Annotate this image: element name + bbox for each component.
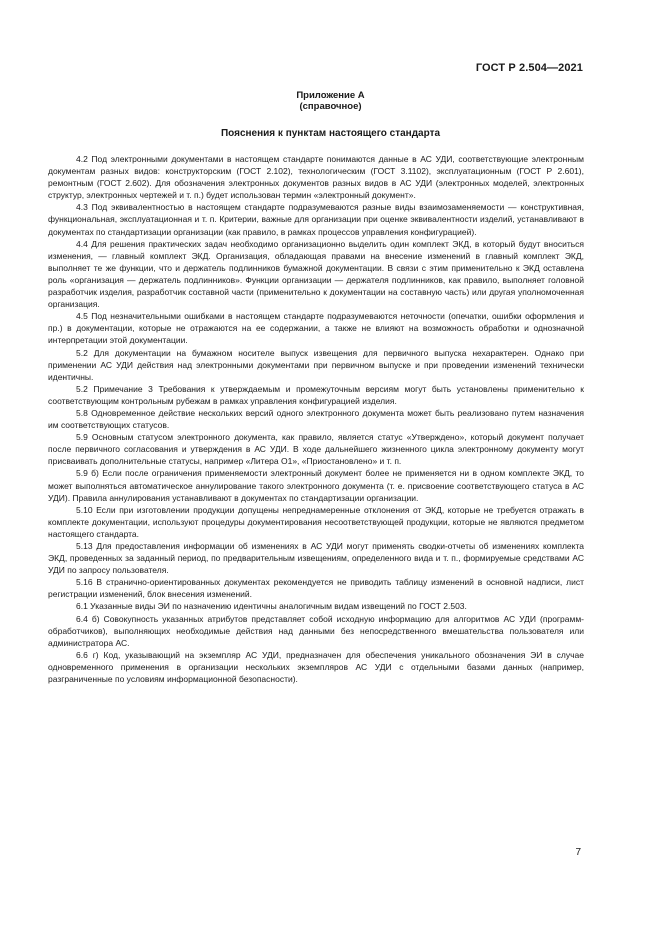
paragraph: 4.3 Под эквивалентностью в настоящем стандарте подразумеваются разные виды взаимозаменяемости — конструктивная, функциональная, эксплуатационная и т. п. Критерии, важные для организации при оценке эквивалентности изделий, устанавливают в документах по стандартизации организации (как правило, в рамках процессов управления конфигурацией). — [48, 202, 584, 237]
paragraph: 5.13 Для предоставления информации об изменениях в АС УДИ могут применять сводки-отчеты об изменениях комплекта ЭКД, проведенных за заданный период, по предварительным извещениям, определенного вида и т. п., формируемые средствами АС УДИ по запросу пользователя. — [48, 541, 584, 576]
paragraph: 5.8 Одновременное действие нескольких версий одного электронного документа может быть реализовано путем назначения им соответствующих статусов. — [48, 407, 584, 431]
paragraph: 5.2 Для документации на бумажном носителе выпуск извещения для первичного выпуска нехарактерен. Однако при применении АС УДИ действия над электронными документами при первичном выпуске и при проведении изменений технически идентичны. — [48, 347, 584, 382]
paragraph: 6.4 б) Совокупность указанных атрибутов представляет собой исходную информацию для алгоритмов АС УДИ (программ-обработчиков), выполняющих необходимые действия над данными без непосредственного вмешательства пользователя или администратора АС. — [48, 613, 584, 648]
paragraph: 4.5 Под незначительными ошибками в настоящем стандарте подразумеваются неточности (опечатки, ошибки оформления и пр.) в документации, которые не отражаются на ее содержании, а также не влияют на возможность обработки и однозначной интерпретации этой документации. — [48, 311, 584, 346]
paragraph: 4.4 Для решения практических задач необходимо организационно выделить один комплект ЭКД, в который будут вноситься изменения, — главный комплект ЭКД. Организация, обладающая правами на внесение изменений в главный комплект ЭКД, выполняет те же функции, что и держатель подлинников бумажной документации. В связи с этим применительно к ЭКД оставлена роль «организация — держатель подлинников». Функции организации — держателя подлинников, как правило, выполняет головной разработчик изделия, разработчик составной части (применительно к документации на составную часть) или другая уполномоченная организация. — [48, 238, 584, 310]
paragraph: 5.9 б) Если после ограничения применяемости электронный документ более не применяется ни в одном комплекте ЭКД, то может выполняться автоматическое аннулирование такого электронного документа (т. е. присвоение соответствующего статуса в АС УДИ). Правила аннулирования устанавливают в документах по стандартизации организации. — [48, 468, 584, 503]
appendix-heading — [0, 90, 661, 112]
paragraph: 5.16 В странично-ориентированных документах рекомендуется не приводить таблицу изменений в основной надписи, лист регистрации изменений, блок внесения изменений. — [48, 577, 584, 600]
section-title: Пояснения к пунктам настоящего стандарта — [220, 128, 441, 139]
paragraph: 5.9 Основным статусом электронного документа, как правило, является статус «Утверждено», который документ получает после первичного согласования и утверждения в АС УДИ. В ходе дальнейшего жизненного цикла электронному документу могут присваивать дополнительные статусы, например «Литера О1», «Приостановлено» и т. п. — [48, 432, 584, 467]
document-body — [48, 153, 584, 685]
appendix-subtitle: (справочное) — [299, 101, 362, 112]
paragraph: 4.2 Под электронными документами в настоящем стандарте понимаются данные в АС УДИ, соответствующие электронным документам разных видов: конструкторским (ГОСТ 2.102), технологическим (ГОСТ 3.1102), эксплуатационным (ГОСТ Р 2.601), ремонтным (ГОСТ 2.602). Для обозначения электронных документов разных видов в АС УДИ (электронных моделей, электронных структур, электронных чертежей и т. п.) будет использован термин «электронный документ». — [48, 154, 584, 201]
paragraph: 5.2 Примечание 3 Требования к утверждаемым и промежуточным версиям могут быть установлены применительно к соответствующим контрольным рубежам в рамках управления конфигурацией изделия. — [48, 383, 584, 406]
page-number: 7 — [575, 847, 581, 858]
paragraph: 6.6 г) Код, указывающий на экземпляр АС УДИ, предназначен для обеспечения уникального обозначения ЭИ в случае одновременного применения в организации нескольких экземпляров АС УДИ с отдельными базами данных (например, разграниченные по условиям информационной безопасности). — [48, 649, 584, 685]
paragraph: 5.10 Если при изготовлении продукции допущены непреднамеренные отклонения от ЭКД, которые не требуется отражать в комплекте документации, используют процедуры документирования несоответствующей продукции, которые не являются предметом настоящего стандарта. — [48, 504, 584, 539]
paragraph: 6.1 Указанные виды ЭИ по назначению идентичны аналогичным видам извещений по ГОСТ 2.503. — [76, 601, 467, 612]
appendix-title: Приложение А — [296, 90, 365, 101]
document-code: ГОСТ Р 2.504—2021 — [475, 62, 583, 74]
